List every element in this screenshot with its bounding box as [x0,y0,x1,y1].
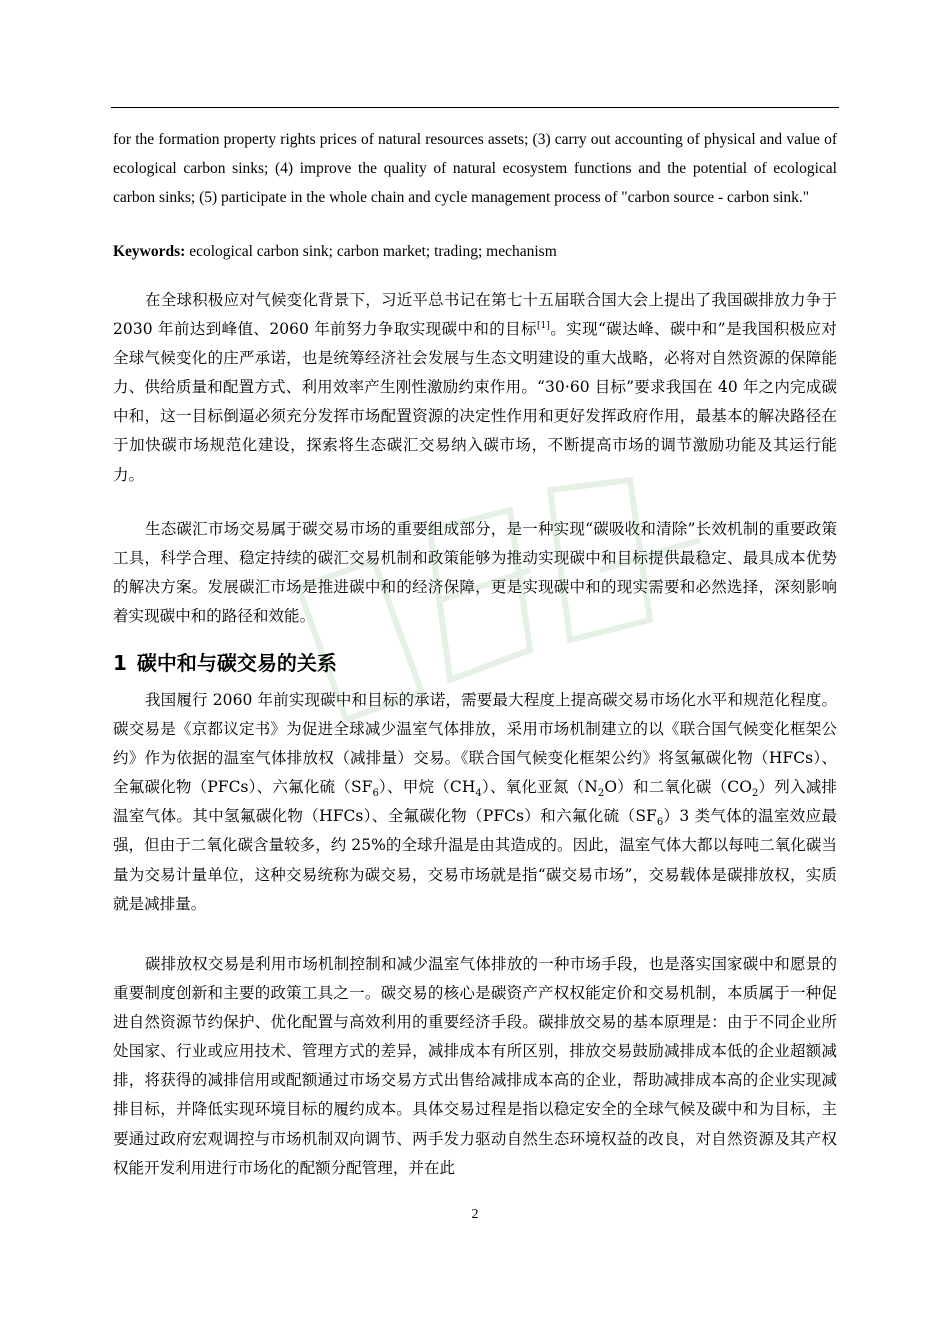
s1-p1-text-a: 我国履行 2060 年前实现碳中和目标的承诺，需要最大程度上提高碳交易市场化水平和规范化程度。碳交易是《京都议定书》为促进全球减少温室气体排放，采用市场机制建立的以《联合国气候变化框架公约》作为依据的温室气体排放权（减排量）交易。《联合国气候变化框架公约》将氢氟碳化物（HFCs）、全氟碳化物（PFCs）、六氟化硫（SF [113,691,837,797]
intro-paragraph-2: 生态碳汇市场交易属于碳交易市场的重要组成部分，是一种实现“碳吸收和清除”长效机制的重要政策工具，科学合理、稳定持续的碳汇交易机制和政策能够为推动实现碳中和目标提供最稳定、最具成本优势的解决方案。发展碳汇市场是推进碳中和的经济保障，更是实现碳中和的现实需要和必然选择，深刻影响着实现碳中和的路径和效能。 [113,520,837,626]
subscript: 4 [475,788,482,800]
s1-p1-text-c: ）、氧化亚氮（N [481,778,598,797]
intro-p1-text-b: 。实现“碳达峰、碳中和”是我国积极应对全球气候变化的庄严承诺，也是统筹经济社会发展与生态文明建设的重大战略，必将对自然资源的保障能力、供给质量和配置方式、利用效率产生刚性激励约束作用。“30·60 目标”要求我国在 40 年之内完成碳中和，这一目标倒逼必须充分发挥市场配置资源的决定性作用和更好发挥政府作用，最基本的解决路径在于加快碳市场规范化建设，探索将生态碳汇交易纳入碳市场，不断提高市场的调节激励功能及其运行能力。 [113,320,837,484]
keywords-text: ecological carbon sink; carbon market; trading; mechanism [185,243,557,260]
s1-p1-text-b: ）、甲烷（CH [378,778,476,797]
section-heading [113,648,337,678]
keywords-line [113,241,837,263]
subscript: 6 [372,788,379,800]
section-paragraph-1 [113,686,837,919]
section-paragraph-2: 碳排放权交易是利用市场机制控制和减少温室气体排放的一种市场手段，也是落实国家碳中和愿景的重要制度创新和主要的政策工具之一。碳交易的核心是碳资产产权权能定价和交易机制，本质属于一种促进自然资源节约保护、优化配置与高效利用的重要经济手段。碳排放交易的基本原理是：由于不同企业所处国家、行业或应用技术、管理方式的差异，减排成本有所区别，排放交易鼓励减排成本低的企业超额减排，将获得的减排信用或配额通过市场交易方式出售给减排成本高的企业，帮助减排成本高的企业实现减排目标，并降低实现环境目标的履约成本。具体交易过程是指以稳定安全的全球气候及碳中和为目标，主要通过政府宏观调控与市场机制双向调节、两手发力驱动自然生态环境权益的改良，对自然资源及其产权权能开发利用进行市场化的配额分配管理，并在此 [113,955,837,1177]
page-number: 2 [471,1207,479,1222]
intro-p1-text-a: 在全球积极应对气候变化背景下，习近平总书记在第七十五届联合国大会上提出了我国碳排放力争于 2030 年前达到峰值、2060 年前努力争取实现碳中和的目标 [113,291,837,339]
keywords-label: Keywords: [113,243,186,260]
subscript: 2 [597,788,605,800]
citation-ref: [1] [537,320,550,331]
s1-p1-text-f: ）3 类气体的温室效应最强，但由于二氧化碳含量较多，约 25%的全球升温是由其造成的。因此，温室气体大都以每吨二氧化碳当量为交易计量单位，这种交易统称为碳交易，交易市场就是指“碳交易市场”，交易载体是碳排放权，实质就是减排量。 [113,807,837,913]
intro-paragraph-1 [113,286,837,490]
section-number: 1 [113,651,127,675]
header-rule [111,107,839,108]
subscript: 2 [751,788,759,800]
s1-p1-text-e: ）列入减排温室气体。其中氢氟碳化物（HFCs）、全氟碳化物（PFCs）和六氟化硫（SF [113,778,837,826]
subscript: 6 [656,817,664,829]
s1-p1-text-d: O）和二氧化碳（CO [604,778,752,797]
section-title: 碳中和与碳交易的关系 [136,651,337,675]
abstract-text: for the formation property rights prices of natural resources assets; (3) carry out accounting of physical and value of ecological carbon sinks; (4) improve the quality of natural ecosystem functions and the potential of ecological carbon sinks; (5) participate in the whole chain and cycle management process of "carbon source - carbon sink." [113,131,837,206]
